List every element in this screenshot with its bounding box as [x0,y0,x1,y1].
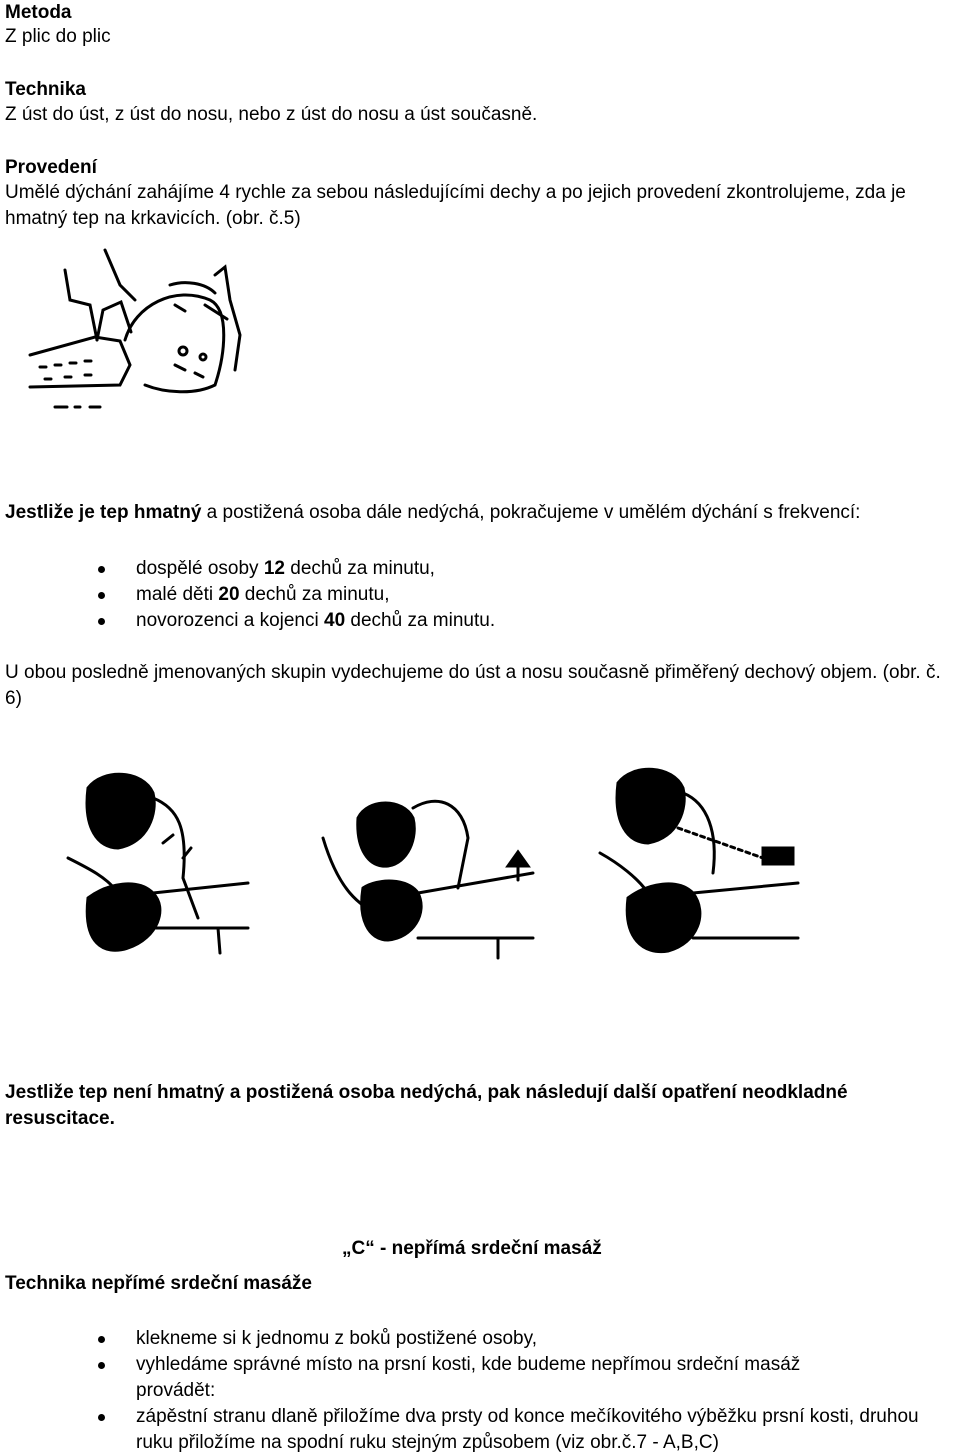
list-item [0,582,952,608]
massage-heading: Technika nepřímé srdeční masáže [5,1273,312,1294]
technika-text: Z úst do úst, z úst do nosu, nebo z úst do nosu a úst současně. [5,104,538,125]
list-item-text: dechů za minutu. [345,610,496,631]
frequency-intro [5,500,952,526]
infant-note: U obou posledně jmenovaných skupin vydechujeme do úst a nosu současně přiměřený dechový objem. (obr. č. 6) [5,662,941,709]
provedeni-heading: Provedení [5,157,97,178]
list-item: vyhledáme správné místo na prsní kosti, kde budeme nepřímou srdeční masáž provádět: [0,1352,952,1404]
list-item-text: malé děti [136,584,219,605]
list-item-number: 20 [218,584,240,605]
list-item [0,556,952,582]
figure-rescue-breathing-illustration [25,245,250,410]
metoda-heading: Metoda [5,2,72,23]
frequency-list [0,556,952,634]
list-item: klekneme si k jednomu z boků postižené osoby, [0,1326,952,1352]
list-item: zápěstní stranu dlaně přiložíme dva prsty od konce mečíkovitého výběžku prsní kosti, druhou ruku přiložíme na spodní ruku stejným způsobem (viz obr.č.7 - A,B,C) [0,1404,952,1456]
list-item [0,608,952,634]
provedeni-text: Umělé dýchání zahájíme 4 rychle za sebou následujícími dechy a po jejich provedení zkontrolujeme, zda je hmatný tep na krkavicích. (obr. č.5) [5,182,906,229]
list-item-number: 40 [324,610,346,631]
section-c-title: „C“ - nepřímá srdeční masáž [342,1238,602,1259]
list-item-text: novorozenci a kojenci [136,610,324,631]
massage-list [0,1326,952,1456]
no-pulse-statement: Jestliže tep není hmatný a postižená osoba nedýchá, pak následují další opatření neodkladné resuscitace. [5,1082,848,1129]
frequency-intro-bold: Jestliže je tep hmatný [5,502,202,523]
figure-infant-breathing-panel-1 [58,768,258,963]
metoda-text: Z plic do plic [5,26,111,47]
technika-heading: Technika [5,79,86,100]
frequency-intro-rest: a postižená osoba dále nedýchá, pokračujeme v umělém dýchání s frekvencí: [201,502,861,523]
list-item-text: dospělé osoby [136,558,264,579]
figure-infant-breathing-panel-3 [598,763,803,963]
list-item-text: dechů za minutu, [284,558,435,579]
list-item-text: dechů za minutu, [239,584,390,605]
list-item-number: 12 [263,558,285,579]
figure-infant-breathing-panel-2 [318,778,548,963]
